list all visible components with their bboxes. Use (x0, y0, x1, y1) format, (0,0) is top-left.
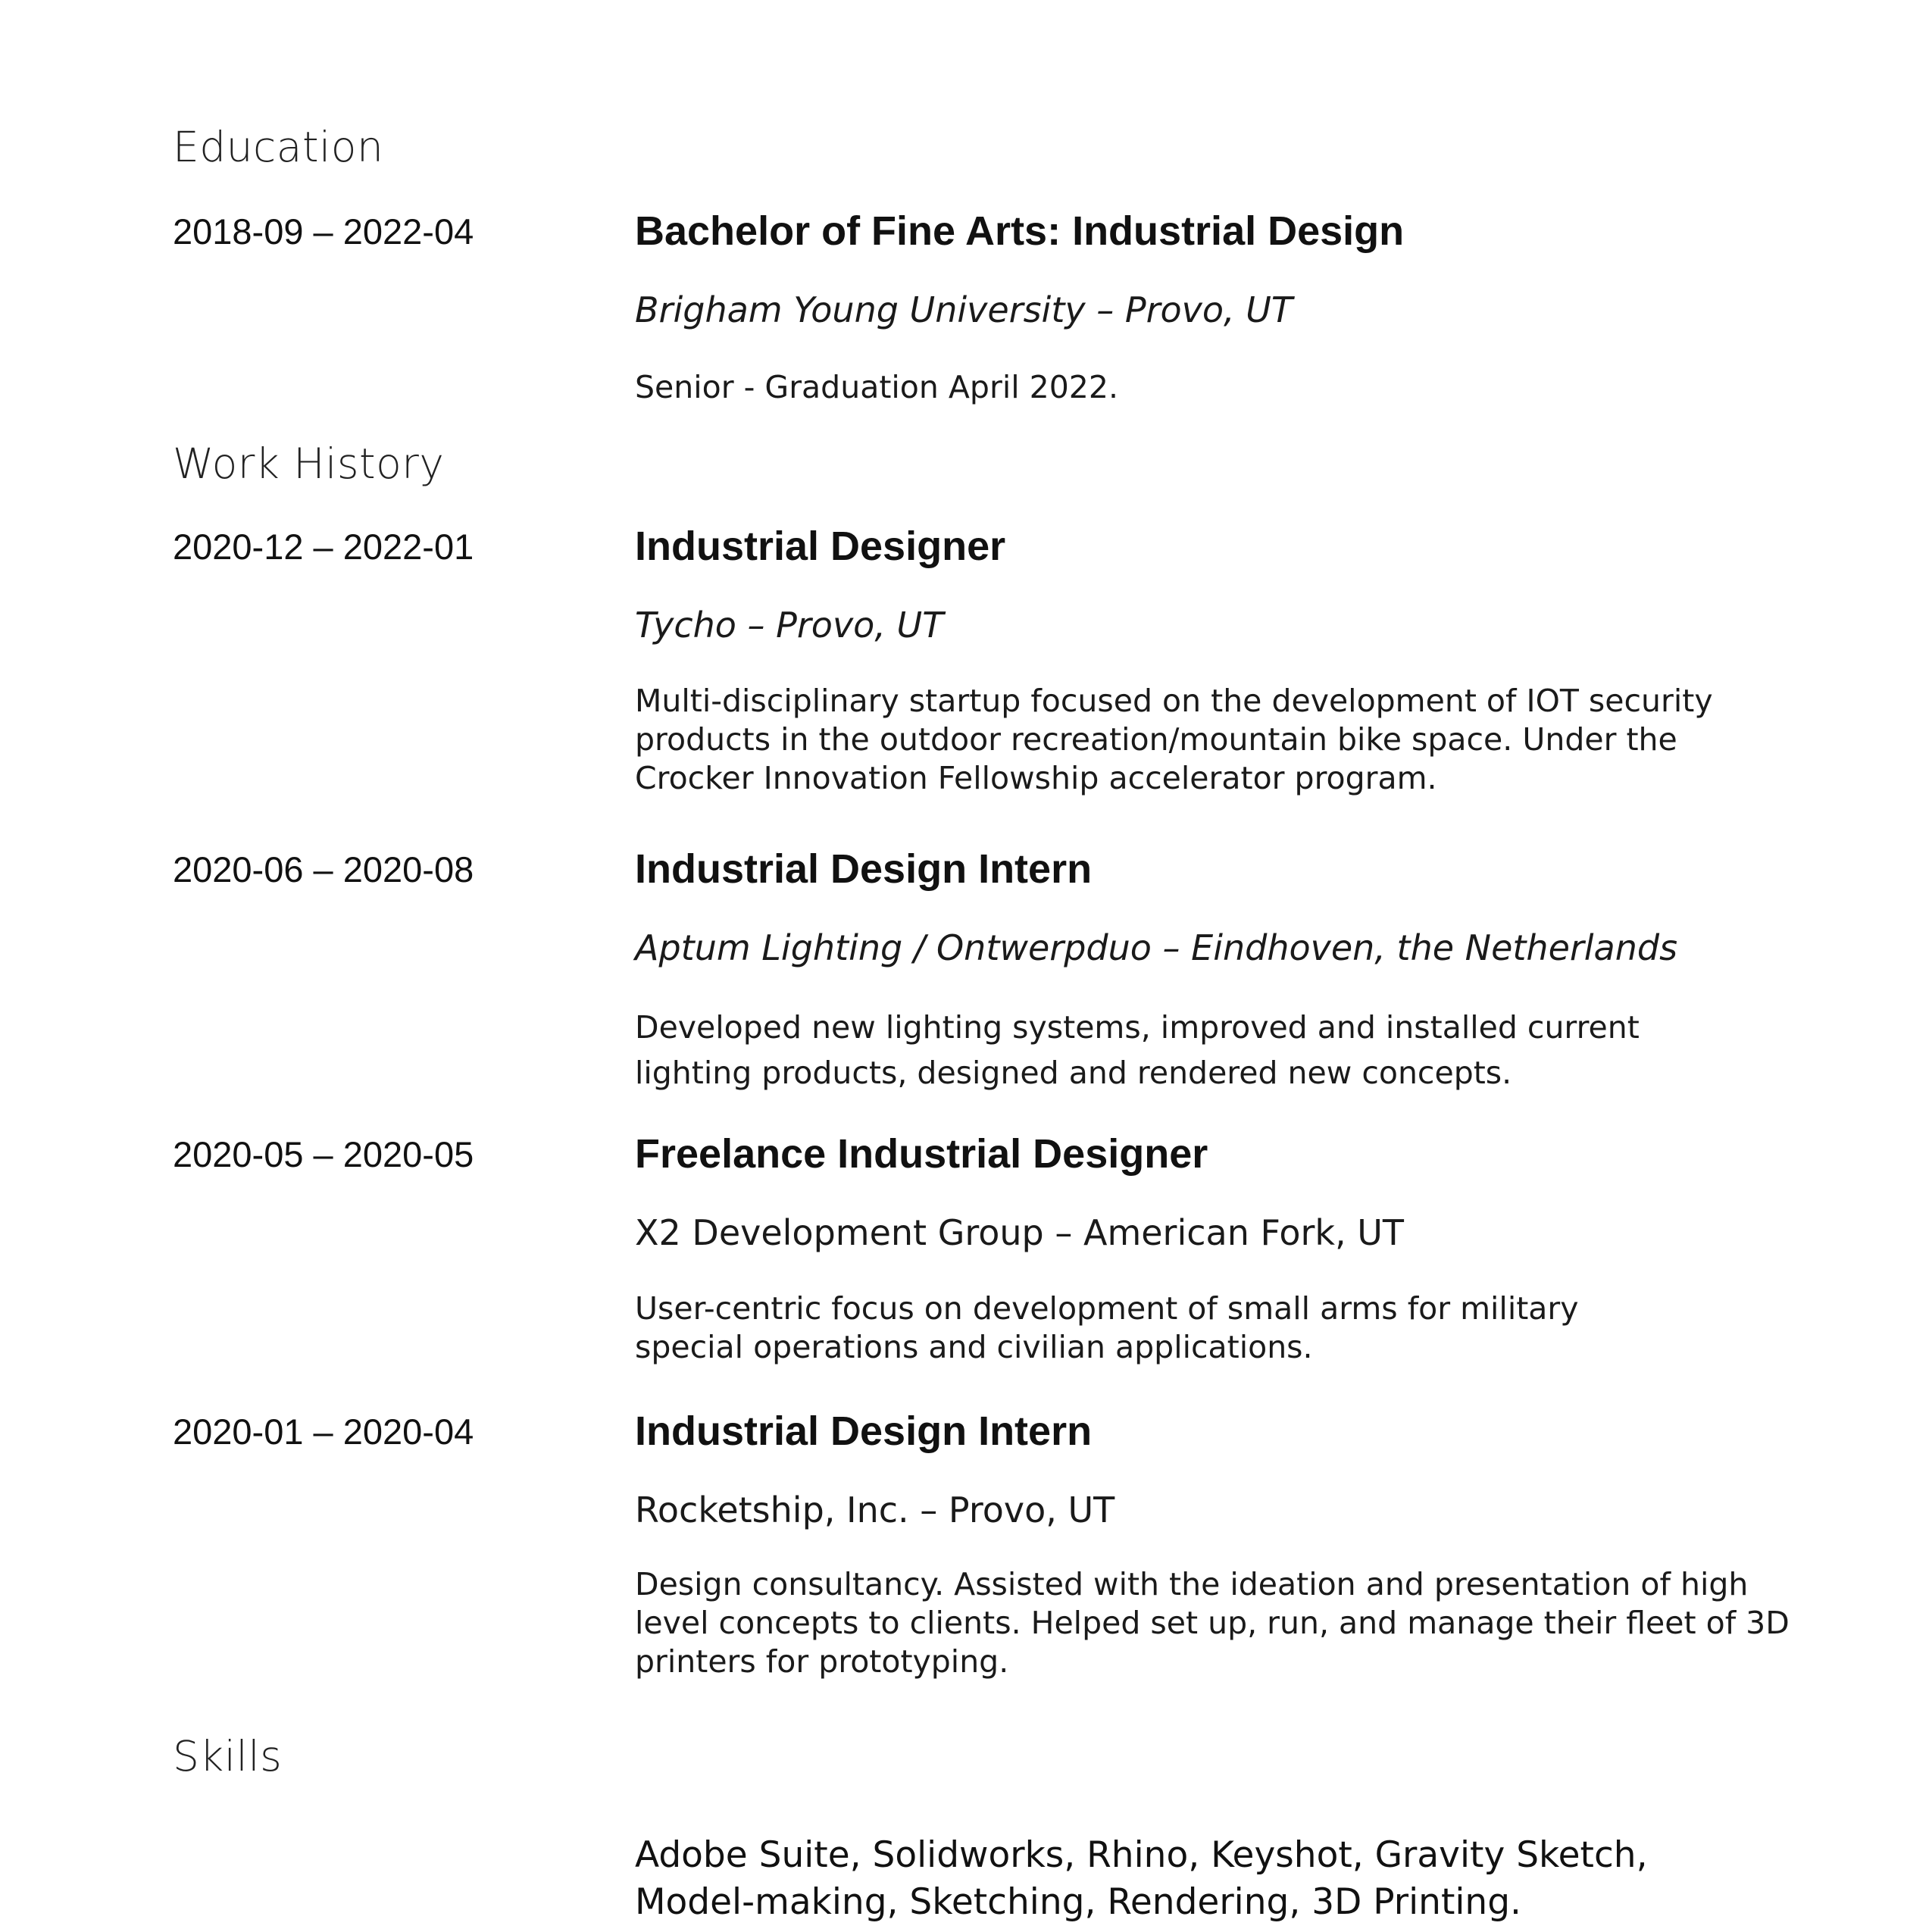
job-4-dates: 2020-01 – 2020-04 (173, 1411, 474, 1452)
education-degree: Bachelor of Fine Arts: Industrial Design (635, 208, 1405, 254)
job-1-role: Industrial Designer (635, 524, 1006, 569)
job-4-description (635, 1565, 1790, 1681)
job-3-description (635, 1290, 1579, 1367)
job-1-desc-line: products in the outdoor recreation/mountain bike space. Under the (635, 721, 1677, 758)
skills-heading: Skills (173, 1732, 283, 1780)
skills-line: Model-making, Sketching, Rendering, 3D Printing. (635, 1881, 1521, 1923)
job-3-company: X2 Development Group – American Fork, UT (635, 1212, 1405, 1253)
job-1-company: Tycho – Provo, UT (635, 605, 944, 646)
job-3-role: Freelance Industrial Designer (635, 1131, 1208, 1177)
job-1-dates: 2020-12 – 2022-01 (173, 527, 474, 567)
job-4-desc-line: level concepts to clients. Helped set up, run, and manage their fleet of 3D (635, 1605, 1790, 1641)
job-1-desc-line: Multi-disciplinary startup focused on the development of IOT security (635, 683, 1713, 719)
skills-line: Adobe Suite, Solidworks, Rhino, Keyshot, Gravity Sketch, (635, 1834, 1648, 1876)
job-2-company: Aptum Lighting / Ontwerpduo – Eindhoven, the Netherlands (635, 927, 1678, 968)
job-4-role: Industrial Design Intern (635, 1408, 1093, 1454)
job-3-desc-line: User-centric focus on development of small arms for military (635, 1290, 1579, 1327)
job-2-desc-line: lighting products, designed and rendered new concepts. (635, 1055, 1512, 1091)
education-dates: 2018-09 – 2022-04 (173, 211, 474, 252)
job-2-desc-line: Developed new lighting systems, improved and installed current (635, 1009, 1640, 1046)
education-note: Senior - Graduation April 2022. (635, 369, 1119, 405)
job-2-dates: 2020-06 – 2020-08 (173, 849, 474, 889)
job-2-description (635, 1005, 1640, 1096)
job-3-desc-line: special operations and civilian applications. (635, 1329, 1313, 1365)
education-school: Brigham Young University – Provo, UT (635, 289, 1293, 330)
work-history-heading: Work History (173, 439, 445, 488)
job-4-desc-line: printers for prototyping. (635, 1643, 1009, 1680)
skills-list (635, 1832, 1648, 1926)
job-1-desc-line: Crocker Innovation Fellowship accelerator program. (635, 760, 1437, 796)
job-4-desc-line: Design consultancy. Assisted with the ideation and presentation of high (635, 1566, 1749, 1602)
job-4-company: Rocketship, Inc. – Provo, UT (635, 1490, 1115, 1530)
education-heading: Education (173, 123, 384, 171)
job-3-dates: 2020-05 – 2020-05 (173, 1134, 474, 1174)
job-1-description (635, 682, 1713, 798)
job-2-role: Industrial Design Intern (635, 846, 1093, 892)
